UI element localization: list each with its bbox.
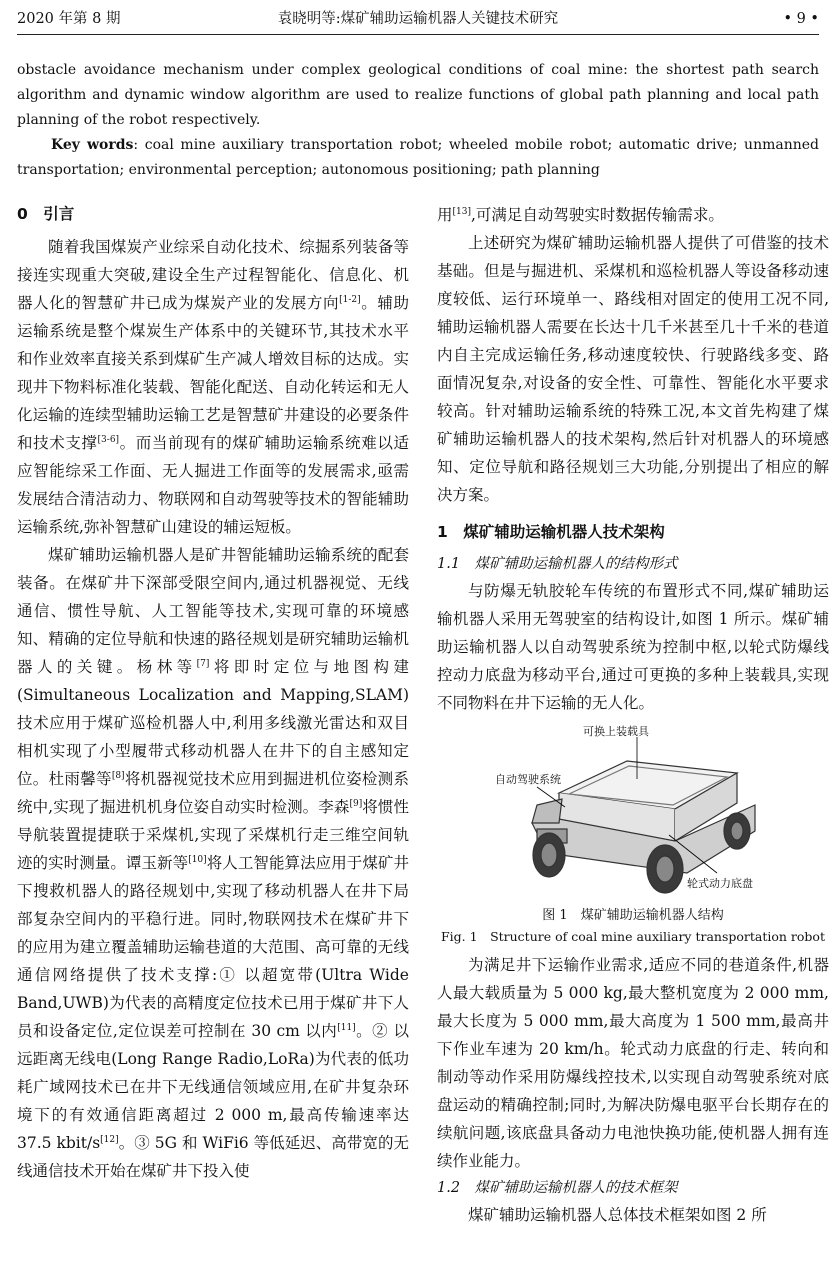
figure-1-caption-zh: 图 1 煤矿辅助运输机器人结构 — [542, 908, 724, 923]
keywords — [17, 133, 819, 183]
figure-1-robot-structure — [437, 723, 829, 903]
section-heading-1: 1 煤矿辅助运输机器人技术架构 — [437, 523, 665, 541]
subsection-heading-1-2: 1.2 煤矿辅助运输机器人的技术框架 — [437, 1180, 678, 1196]
figure-label-cargo: 可换上装载具 — [583, 725, 649, 738]
intro-paragraph-2: 煤矿辅助运输机器人是矿井智能辅助运输系统的配套装备。在煤矿井下深部受限空间内,通过机器视觉、无线通信、惯性导航、人工智能等技术,实现可靠的环境感知、精确的定位导航和快速的路径规划是研究辅助运输机器人的关键。杨林等[7]将即时定位与地图构建(Simultaneous Localization and Mapping,SLAM)技术应用于煤矿巡检机器人中,利用多线激光雷达和双目相机实现了小型履带式移动机器人在井下的自主感知定位。杜雨馨等[8]将机器视觉技术应用到掘进机位姿检测系统中,实现了掘进机机身位姿自动实时检测。李森[9]将惯性导航装置提捷联于采煤机,实现了采煤机行走三维空间轨迹的实时测量。谭玉新等[10]将人工智能算法应用于煤矿井下搜救机器人的路径规划中,实现了移动机器人在井下局部复杂空间内的平稳行进。同时,物联网技术在煤矿井下的应用为建立覆盖辅助运输巷道的大范围、高可靠的无线通信网络提供了技术支撑:① 以超宽带(Ultra Wide Band,UWB)为代表的高精度定位技术已用于煤矿井下人员和设备定位,定位误差可控制在 30 cm 以内[11]。② 以远距离无线电(Long Range Radio,LoRa)为代表的低功耗广域网技术已在井下无线通信领域应用,在矿井复杂环境下的有效通信距离超过 2 000 m,最高传输速率达 37.5 kbit/s[12]。③ 5G 和 WiFi6 等低延迟、高带宽的无线通信技术开始在煤矿井下投入使 — [17, 546, 409, 1180]
page-header — [17, 6, 819, 32]
right-column — [437, 201, 829, 1229]
citation[interactable]: [10] — [188, 854, 207, 865]
intro-paragraph-continued: 用[13],可满足自动驾驶实时数据传输需求。 — [437, 206, 724, 224]
figure-label-auto-drive: 自动驾驶系统 — [495, 773, 561, 786]
paragraph-1-1: 与防爆无轨胶轮车传统的布置形式不同,煤矿辅助运输机器人采用无驾驶室的结构设计,如图 1 所示。煤矿辅助运输机器人以自动驾驶系统为控制中枢,以轮式防爆线控动力底盘为移动平台,通过可更换的多种上装载具,实现不同物料在井下运输的无人化。 — [437, 582, 829, 712]
citation[interactable]: [7] — [196, 658, 210, 669]
intro-paragraph-3: 上述研究为煤矿辅助运输机器人提供了可借鉴的技术基础。但是与掘进机、采煤机和巡检机器人等设备移动速度较低、运行环境单一、路线相对固定的使用工况不同,辅助运输机器人需要在长达十几千米甚至几十千米的巷道内自主完成运输任务,移动速度较快、行驶路线多变、路面情况复杂,对设备的安全性、可靠性、智能化水平要求较高。针对辅助运输系统的特殊工况,本文首先构建了煤矿辅助运输机器人的技术架构,然后针对机器人的环境感知、定位导航和路径规划三大功能,分别提出了相应的解决方案。 — [437, 234, 829, 504]
intro-paragraph-1: 随着我国煤炭产业综采自动化技术、综掘系列装备等接连实现重大突破,建设全生产过程智能化、信息化、机器人化的智慧矿井已成为煤炭产业的发展方向[1-2]。辅助运输系统是整个煤炭生产体系中的关键环节,其技术水平和作业效率直接关系到煤矿生产减人增效目标的达成。实现井下物料标准化装载、智能化配送、自动化转运和无人化运输的连续型辅助运输工艺是智慧矿井建设的必要条件和技术支撑[3-6]。而当前现有的煤矿辅助运输系统难以适应智能综采工作面、无人掘进工作面等的发展需求,亟需发展结合清洁动力、物联网和自动驾驶等技术的智能辅助运输系统,弥补智慧矿山建设的辅运短板。 — [17, 238, 409, 536]
abstract-tail: obstacle avoidance mechanism under complex geological conditions of coal mine: the shortest path search algorithm and dynamic window algorithm are used to realize functions of global path planning and local path planning of the robot respectively. — [17, 62, 819, 128]
figure-label-chassis: 轮式动力底盘 — [687, 877, 753, 890]
paragraph-1-1-specs: 为满足井下运输作业需求,适应不同的巷道条件,机器人最大载质量为 5 000 kg,最大整机宽度为 2 000 mm,最大长度为 5 000 mm,最大高度为 1 500 mm,最高井下作业车速为 20 km/h。轮式动力底盘的行走、转向和制动等动作采用防爆线控技术,以实现自动驾驶系统对底盘运动的精确控制;同时,为解决防爆电驱平台长期存在的续航问题,该底盘具备动力电池快换功能,使机器人拥有连续作业能力。 — [437, 956, 829, 1170]
section-heading-intro: 0 引言 — [17, 205, 75, 223]
keywords-text: : coal mine auxiliary transportation robot; wheeled mobile robot; automatic drive; unmanned transportation; environmental perception; autonomous positioning; path planning — [17, 137, 819, 178]
robot-illustration — [437, 723, 829, 903]
keywords-label: Key words — [51, 137, 134, 153]
figure-1-caption-en: Fig. 1 Structure of coal mine auxiliary transportation robot — [441, 929, 825, 944]
citation[interactable]: [1-2] — [339, 294, 361, 305]
header-rule — [17, 34, 819, 35]
subsection-heading-1-1: 1.1 煤矿辅助运输机器人的结构形式 — [437, 556, 678, 572]
page-number: • 9 • — [783, 11, 819, 27]
citation[interactable]: [9] — [349, 798, 363, 809]
citation[interactable]: [3-6] — [97, 434, 120, 445]
citation[interactable]: [8] — [111, 770, 125, 781]
left-column — [17, 201, 409, 1185]
issue-label: 2020 年第 8 期 — [17, 11, 121, 27]
citation[interactable]: [11] — [337, 1022, 356, 1033]
citation[interactable]: [13] — [452, 206, 471, 217]
paragraph-1-2: 煤矿辅助运输机器人总体技术框架如图 2 所 — [468, 1206, 767, 1224]
citation[interactable]: [12] — [100, 1134, 119, 1145]
running-title: 袁晓明等:煤矿辅助运输机器人关键技术研究 — [277, 11, 559, 27]
english-abstract — [17, 58, 819, 183]
